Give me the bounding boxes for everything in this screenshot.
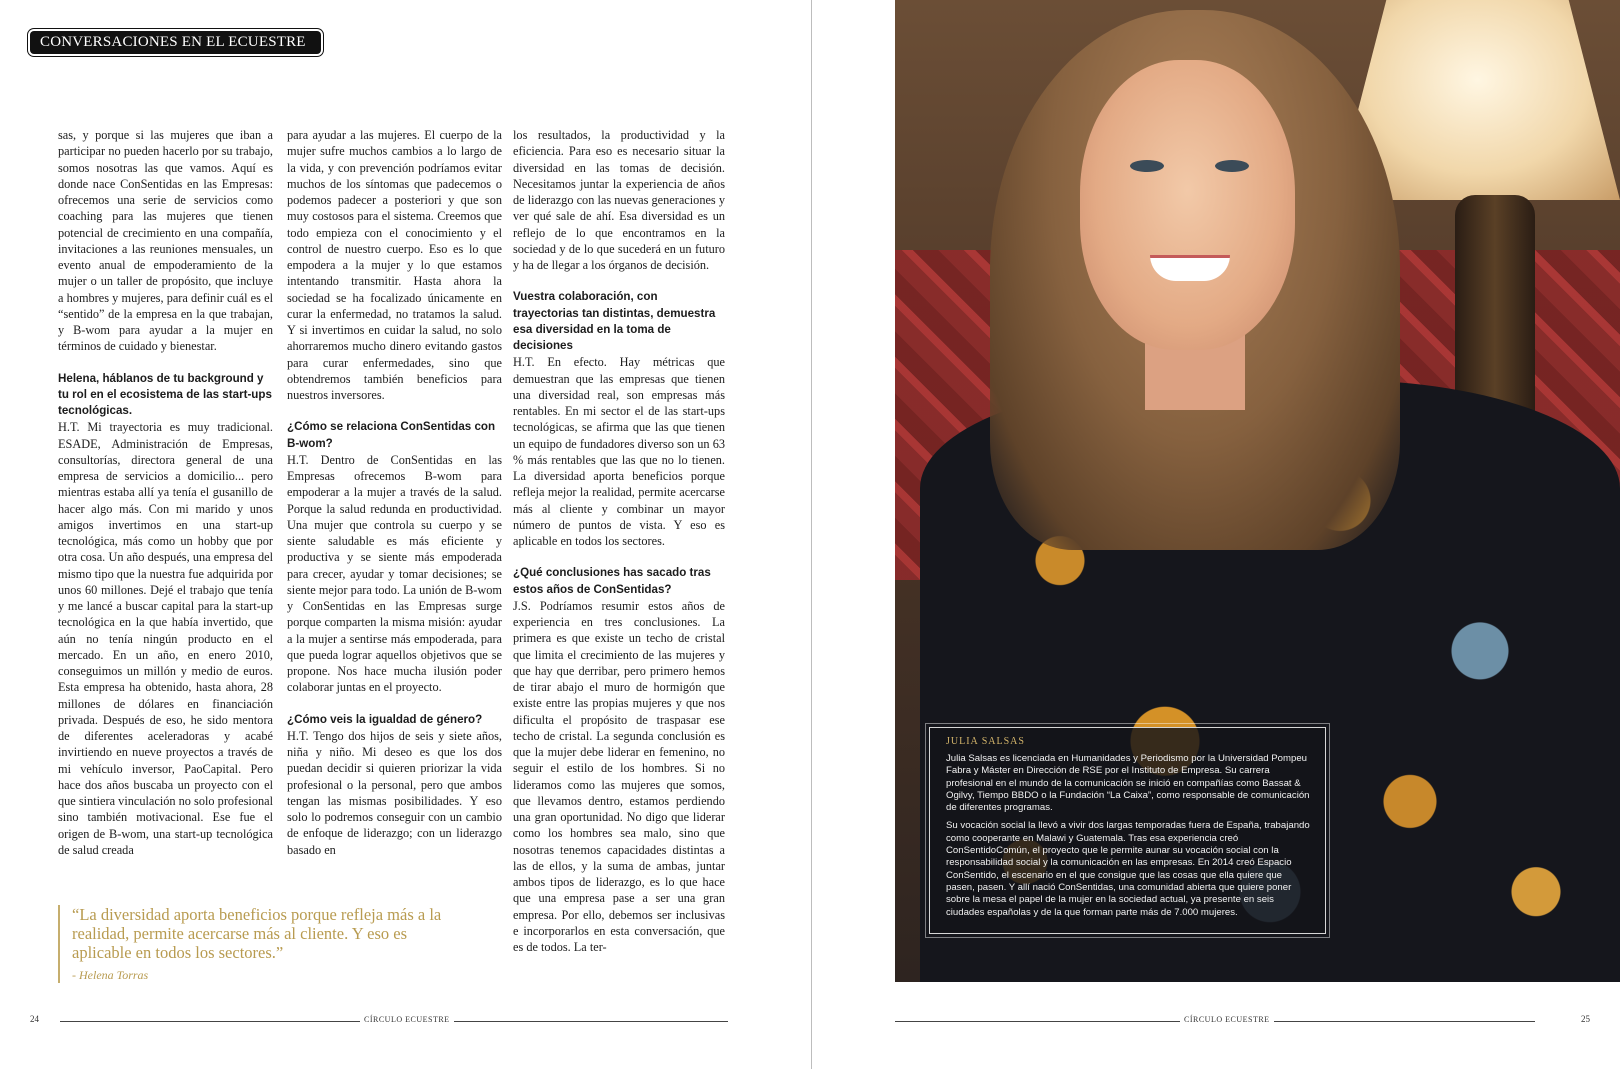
article-paragraph: H.T. Mi trayectoria es muy tradicional. ESADE, Administración de Empresas, consultorías, directora general de una empresa de servicios a domicilio... pero mientras estaba allí ya tenía el gusanillo de hacer algo más. Con mi marido y unos amigos invertimos en una start-up tecnológica, más como un hobby que por otra cosa. Un año después, una empresa del mismo tipo que la nuestra fue adquirida por unos 60 millones. Dejé el trabajo que tenía y me lancé a buscar capital para la start-up tecnológica en la que había invertido, que aún no tenía ningún producto en el mercado. En un año, en enero 2010, conseguimos un millón y medio de euros. Esta empresa ha obtenido, hasta ahora, 28 millones de dólares en financiación privada. Después de eso, he sido mentora de diferentes aceleradoras y acabé invirtiendo en nueve proyectos a través de mi vehículo inversor, PaoCapital. Pero hace dos años buscaba un proyecto con el que sintiera vinculación no solo profesional sino también motivacional. Ese fue el origen de B-wom, una start-up tecnológica de salud creada xyxy=(58,420,273,857)
bio-name: JULIA SALSAS xyxy=(946,736,1025,747)
right-eye xyxy=(1215,160,1249,172)
article-column-2 xyxy=(287,127,502,858)
pull-quote-author: - Helena Torras xyxy=(72,968,149,982)
bio-box xyxy=(929,727,1326,934)
article-column-3 xyxy=(513,127,725,955)
article-paragraph: J.S. Podríamos resumir estos años de experiencia en tres conclusiones. La primera es que existe un techo de cristal que limita el crecimiento de las mujeres y que hay que derribar, pero primero hemos de tirar abajo el muro de hormigón que existe entre las propias mujeres y que nos dificulta el propósito de traspasar ese techo de cristal. La segunda conclusión es que la mujer debe liderar en femenino, no seguir el estilo de los hombres. Si no lideramos como las mujeres que somos, que llevamos dentro, estamos perdiendo una gran oportunidad. No digo que liderar como los hombres sea malo, sino que nosotras tenemos capacidades distintas a las de ellos, y la suma de ambas, juntar ambos tipos de liderazgo, es lo que hace que una empresa pase a ser una gran empresa. Por ello, debemos ser inclusivas e incorporarlos en esta conversación, que es de todos. La ter- xyxy=(513,598,725,954)
interview-question: Vuestra colaboración, con trayectorias tan distintas, demuestra esa diversidad en la toma de decisiones xyxy=(513,290,716,352)
article-paragraph: H.T. En efecto. Hay métricas que demuestran que las empresas que tienen una diversidad real, son empresas más rentables. En mi sector el de las start-ups tecnológicas, se afirma que las que tienen un equipo de fundadores diverso son un 63 % más rentables que las que no lo tienen. La diversidad aporta beneficios porque refleja mejor la realidad, permite acercarse más al cliente y combinar un mayor número de puntos de vista. Y eso es aplicable en todos los sectores. xyxy=(513,355,725,548)
interview-question: ¿Cómo veis la igualdad de género? xyxy=(287,712,483,726)
article-paragraph: H.T. Tengo dos hijos de seis y siete años, niña y niño. Mi deseo es que los dos puedan decidir si quieren priorizar la vida profesional o la personal, pero que ambos tengan las mismas posibilidades. Y eso solo lo podremos conseguir con un cambio de enfoque de liderazgo; con un liderazgo basado en xyxy=(287,728,502,857)
bio-paragraph: Julia Salsas es licenciada en Humanidades y Periodismo por la Universidad Pompeu Fabra y Máster en Dirección de RSE por el Instituto de Empresa. Su carrera profesional en el mundo de la comunicación se inició en compañías como Bassat & Ogilvy, Tiempo BBDO o la Fundación “La Caixa”, como responsable de comunicación de diferentes programas. xyxy=(946,753,1310,814)
section-tag: CONVERSACIONES EN EL ECUESTRE xyxy=(30,31,321,54)
page-number-left: 24 xyxy=(30,1014,39,1024)
interview-question: ¿Qué conclusiones has sacado tras estos años de ConSentidas? xyxy=(513,566,711,596)
face xyxy=(1080,60,1295,350)
left-eye xyxy=(1130,160,1164,172)
page-number-right: 25 xyxy=(1581,1014,1590,1024)
pull-quote-text: “La diversidad aporta beneficios porque refleja más a la realidad, permite acercarse más al cliente. Y eso es aplicable en todos los sectores.” xyxy=(72,905,442,962)
article-paragraph: sas, y porque si las mujeres que iban a participar no pueden hacerlo por su trabajo, somos nosotras las que vamos. Aquí es donde nace ConSentidas en las Empresas: ofrecemos una serie de servicios como coaching para las mujeres que tienen potencial de crecimiento en una compañía, invitaciones a las reuniones mensuales, un evento anual de empoderamiento de la mujer o un taller de propósito, que incluye a hombres y mujeres, para definir cuál es el “sentido” de la empresa en la que trabajan, y B-wom para ayudar a la mujer en términos de cuidado y bienestar. xyxy=(58,128,273,354)
interview-question: Helena, háblanos de tu background y tu rol en el ecosistema de las start-ups tecnológicas. xyxy=(58,371,272,417)
article-paragraph: los resultados, la productividad y la eficiencia. Para eso es necesario situar la diversidad en las tomas de decisión. Necesitamos juntar la experiencia de años de liderazgo con las nuevas generaciones y ver qué sale de ahí. Esa diversidad es un reflejo de lo que encontramos en la sociedad y de lo que sucederá en un futuro y ha de llegar a los órganos de decisión. xyxy=(513,128,725,272)
page-spread-divider xyxy=(811,0,812,1069)
article-column-1 xyxy=(58,127,273,858)
article-paragraph: H.T. Dentro de ConSentidas en las Empresas ofrecemos B-wom para empoderar a la mujer a través de la salud. Porque la salud redunda en productividad. Una mujer que controla su cuerpo y se siente saludable es más eficiente y productiva y se siente más empoderada para crecer, ayudar y tomar decisiones; se siente mejor para todo. La unión de B-wom y ConSentidas en las Empresas surge porque comparten la misma misión: ayudar a la mujer a sentirse más empoderada, para que pueda lograr aquellos objetivos que se propone. Nos hace mucha ilusión poder colaborar juntas en el proyecto. xyxy=(287,452,502,695)
footer-brand-right: CÍRCULO ECUESTRE xyxy=(1180,1015,1274,1024)
footer-brand-left: CÍRCULO ECUESTRE xyxy=(360,1015,454,1024)
interview-question: ¿Cómo se relaciona ConSentidas con B-wom? xyxy=(287,420,496,450)
article-paragraph: para ayudar a las mujeres. El cuerpo de la mujer sufre muchos cambios a lo largo de la vida, y con prevención podríamos evitar muchos de los síntomas que padecemos o podemos padecer a posteriori y que son muy costosos para el sistema. Creemos que todo empieza con el conocimiento y el control de nuestro cuerpo. Eso es lo que empodera a la mujer y lo que estamos intentando transmitir. Hasta ahora la sociedad se ha focalizado únicamente en curar la enfermedad, no tratamos la salud. Y si invertimos en cuidar la salud, no solo ahorraremos mucho dinero evitando gastos para curar enfermedades, sino que obtendremos también beneficios para nuestros inversores. xyxy=(287,128,502,402)
bio-paragraph: Su vocación social la llevó a vivir dos largas temporadas fuera de España, trabajando como cooperante en Malawi y Guatemala. Tras esa experiencia creó ConSentidoComún, el proyecto que le permite aunar su vocación social con la responsabilidad social y la comunicación en las empresas. En 2014 creó Espacio ConSentido, el escenario en el que consigue que las cosas que ella quiere que pasen, pasen. Y allí nació ConSentidas, una comunidad abierta que quiere poner sobre la mesa el papel de la mujer en la sociedad actual, ya presente en seis ciudades españolas y de la que forman parte más de 7.000 mujeres. xyxy=(946,820,1310,918)
pull-quote xyxy=(58,905,458,983)
